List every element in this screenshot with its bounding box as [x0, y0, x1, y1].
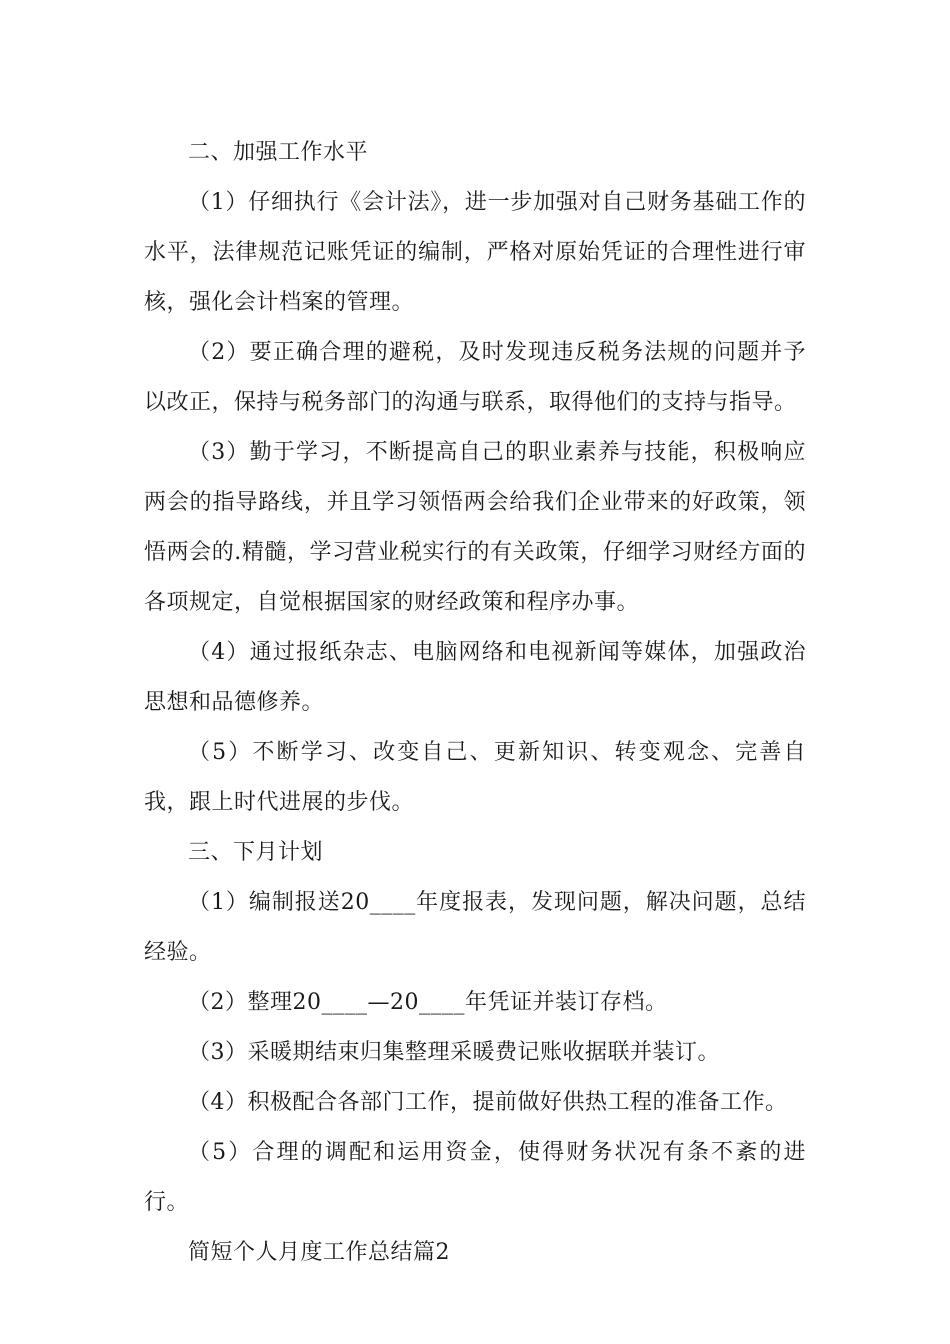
list-item: （4）积极配合各部门工作，提前做好供热工程的准备工作。 [188, 1090, 788, 1115]
list-item: （3）勤于学习，不断提高自己的职业素养与技能，积极响应两会的指导路线，并且学习领悟两会给我们企业带来的好政策，领悟两会的.精髓，学习营业税实行的有关政策，仔细学习财经方面的各项规定，自觉根据国家的财经政策和程序办事。 [144, 440, 806, 615]
document-body [144, 128, 806, 1278]
section-heading: 三、下月计划 [188, 840, 324, 865]
list-item: （2）要正确合理的避税，及时发现违反税务法规的问题并予以改正，保持与税务部门的沟通与联系，取得他们的支持与指导。 [144, 340, 806, 415]
closing-title: 简短个人月度工作总结篇2 [188, 1240, 450, 1265]
section-heading: 二、加强工作水平 [188, 140, 369, 165]
list-item: （5）合理的调配和运用资金，使得财务状况有条不紊的进行。 [144, 1140, 806, 1215]
list-item: （4）通过报纸杂志、电脑网络和电视新闻等媒体，加强政治思想和品德修养。 [144, 640, 806, 715]
list-item: （3）采暖期结束归集整理采暖费记账收据联并装订。 [188, 1040, 720, 1065]
list-item: （1）编制报送20____年度报表，发现问题，解决问题，总结经验。 [144, 890, 806, 965]
list-item: （1）仔细执行《会计法》，进一步加强对自己财务基础工作的水平，法律规范记账凭证的编制，严格对原始凭证的合理性进行审核，强化会计档案的管理。 [144, 190, 806, 315]
list-item: （5）不断学习、改变自己、更新知识、转变观念、完善自我，跟上时代进展的步伐。 [144, 740, 806, 815]
list-item: （2）整理20____—20____年凭证并装订存档。 [188, 990, 668, 1015]
